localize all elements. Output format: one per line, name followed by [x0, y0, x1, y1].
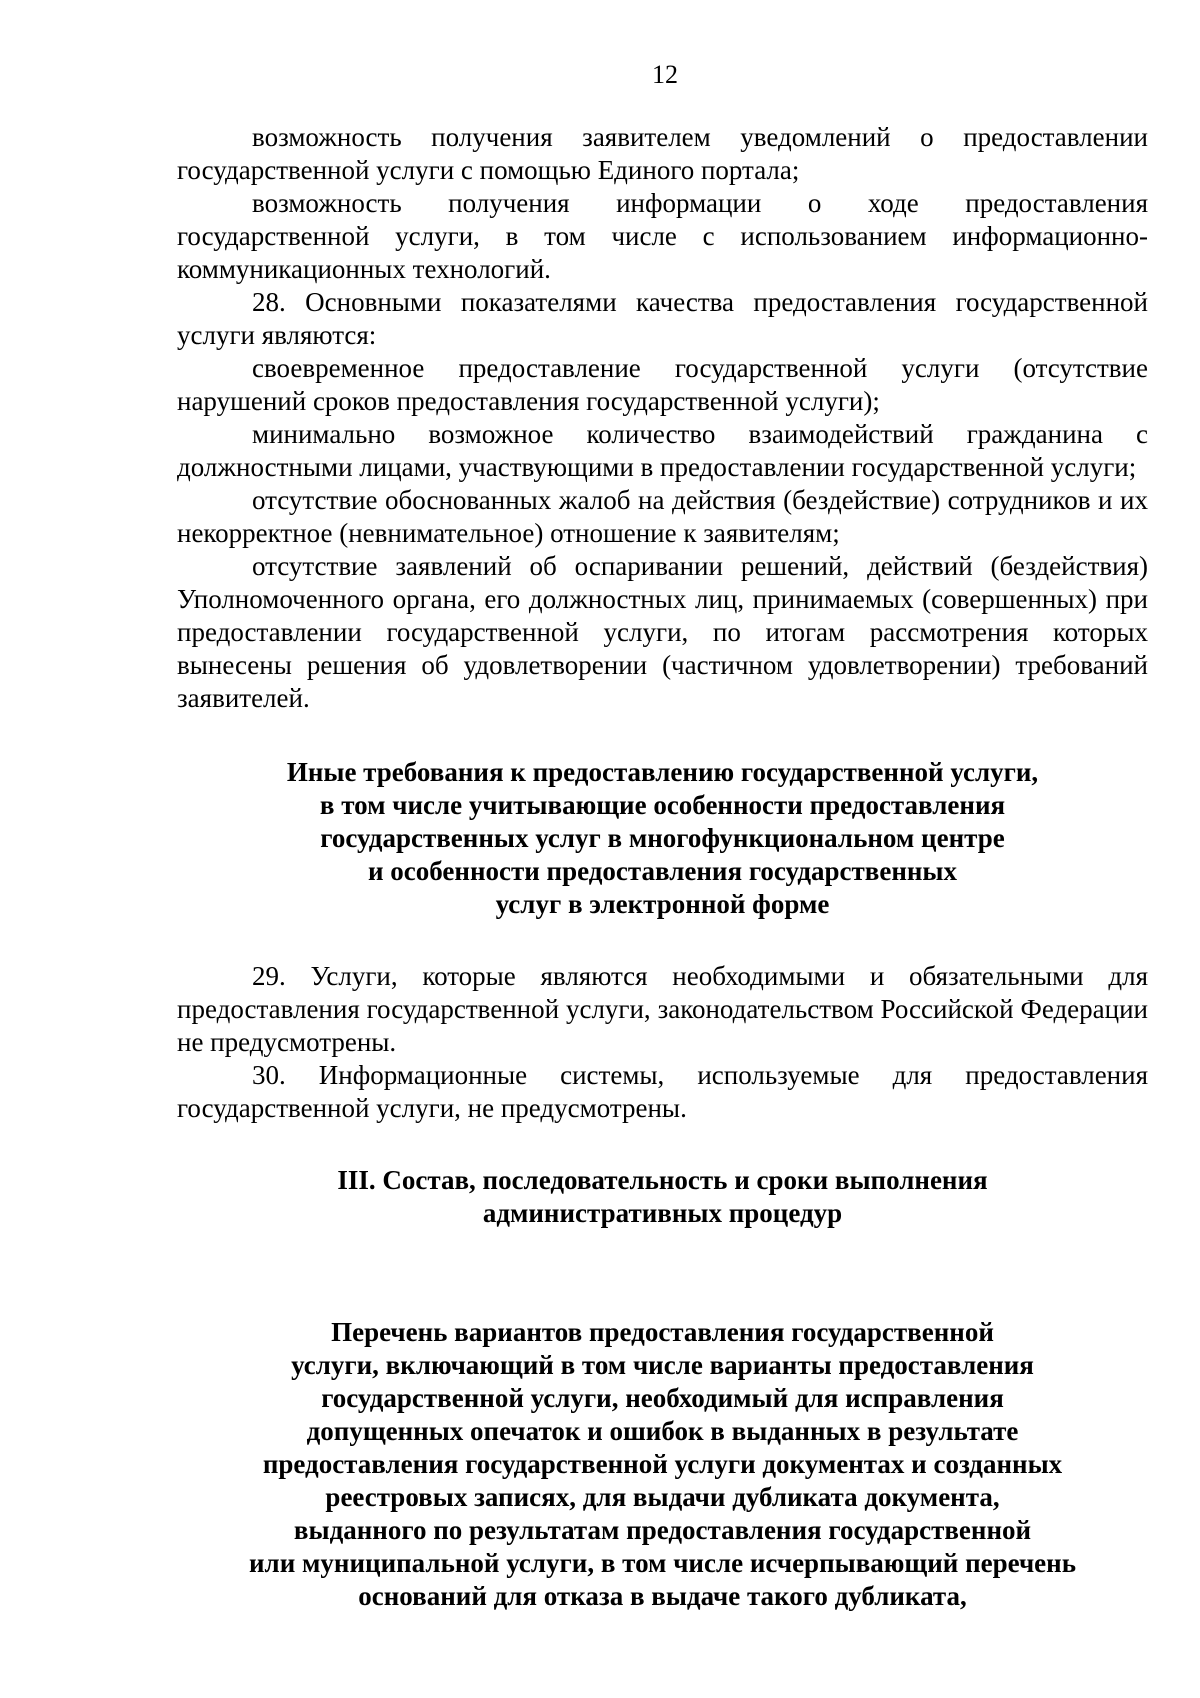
- page-number: 12: [652, 60, 678, 89]
- heading-line: III. Состав, последовательность и сроки выполнения: [337, 1165, 988, 1195]
- document-body: [177, 121, 1148, 1613]
- heading-line: в том числе учитывающие особенности предоставления: [319, 790, 1006, 820]
- paragraph: 30. Информационные системы, используемые для предоставления государственной услуги, не предусмотрены.: [177, 1060, 1148, 1123]
- heading-line: реестровых записях, для выдачи дубликата документа,: [325, 1482, 1000, 1512]
- section-heading-iii: [177, 1164, 1148, 1230]
- heading-line: услуги, включающий в том числе варианты предоставления: [291, 1350, 1034, 1380]
- heading-line: оснований для отказа в выдаче такого дубликата,: [358, 1581, 967, 1611]
- section-heading-variants: [177, 1316, 1148, 1613]
- paragraph: минимально возможное количество взаимодействий гражданина с должностными лицами, участвующими в предоставлении государственной услуги;: [177, 419, 1148, 482]
- paragraph: возможность получения информации о ходе предоставления государственной услуги, в том числе с использованием информационно-коммуникационных технологий.: [177, 188, 1148, 284]
- heading-line: допущенных опечаток и ошибок в выданных в результате: [306, 1416, 1019, 1446]
- paragraph: возможность получения заявителем уведомлений о предоставлении государственной услуги с помощью Единого портала;: [177, 122, 1148, 185]
- heading-line: государственной услуги, необходимый для исправления: [321, 1383, 1004, 1413]
- heading-line: выданного по результатам предоставления государственной: [293, 1515, 1032, 1545]
- heading-line: государственных услуг в многофункциональном центре: [320, 823, 1005, 853]
- heading-line: и особенности предоставления государственных: [367, 856, 958, 886]
- heading-line: предоставления государственной услуги документах и созданных: [262, 1449, 1063, 1479]
- heading-line: услуг в электронной форме: [495, 889, 830, 919]
- paragraph: 29. Услуги, которые являются необходимыми и обязательными для предоставления государственной услуги, законодательством Российской Федерации не предусмотрены.: [177, 961, 1148, 1057]
- paragraph: отсутствие заявлений об оспаривании решений, действий (бездействия) Уполномоченного органа, его должностных лиц, принимаемых (совершенных) при предоставлении государственной услуги, по итогам рассмотрения которых вынесены решения об удовлетворении (частичном удовлетворении) требований заявителей.: [177, 551, 1148, 713]
- heading-line: Перечень вариантов предоставления государственной: [331, 1317, 994, 1347]
- section-heading-other-requirements: [177, 756, 1148, 921]
- paragraph: отсутствие обоснованных жалоб на действия (бездействие) сотрудников и их некорректное (невнимательное) отношение к заявителям;: [177, 485, 1148, 548]
- paragraph: своевременное предоставление государственной услуги (отсутствие нарушений сроков предоставления государственной услуги);: [177, 353, 1148, 416]
- heading-line: административных процедур: [482, 1198, 843, 1228]
- heading-line: или муниципальной услуги, в том числе исчерпывающий перечень: [249, 1548, 1076, 1578]
- paragraph: 28. Основными показателями качества предоставления государственной услуги являются:: [177, 287, 1148, 350]
- heading-line: Иные требования к предоставлению государственной услуги,: [286, 757, 1039, 787]
